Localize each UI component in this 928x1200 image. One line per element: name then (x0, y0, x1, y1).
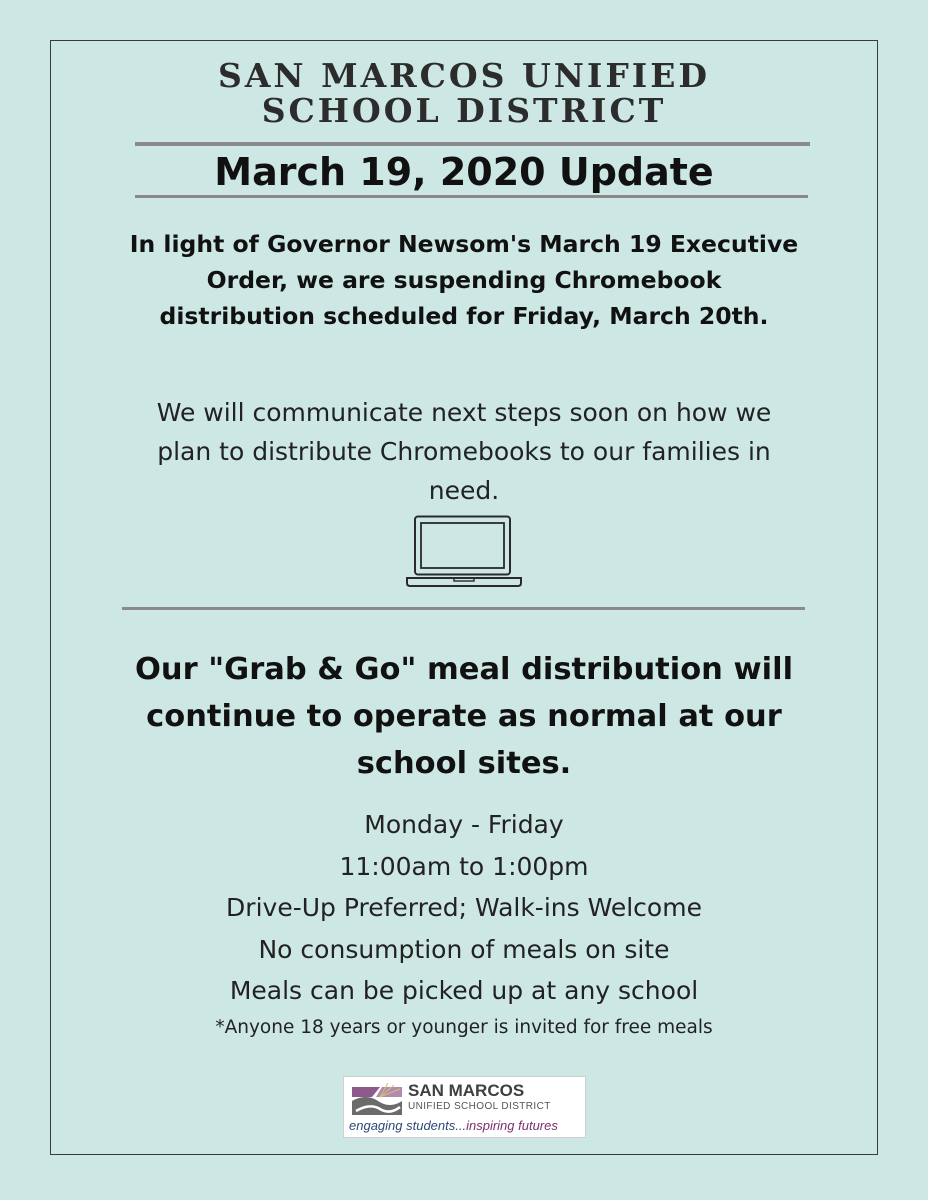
notice-line: Order, we are suspending Chromebook (206, 266, 722, 294)
next-steps-line: need. (428, 476, 500, 505)
next-steps-line: We will communicate next steps soon on how we (156, 398, 772, 427)
meal-days: Monday - Friday (364, 810, 564, 839)
meal-pickup-mode: Drive-Up Preferred; Walk-ins Welcome (226, 893, 702, 922)
meal-distribution-heading (0, 646, 928, 787)
meal-heading-line: school sites. (356, 746, 572, 781)
logo-district-name: SAN MARCOS (408, 1081, 525, 1100)
district-name (0, 58, 928, 128)
district-logo (343, 1076, 586, 1138)
title-rule-top (135, 142, 810, 146)
district-name-line-2: SCHOOL DISTRICT (261, 91, 667, 130)
meal-consumption-rule: No consumption of meals on site (258, 934, 670, 964)
meal-hours: 11:00am to 1:00pm (339, 851, 589, 881)
logo-tagline-part-2: inspiring futures (466, 1118, 558, 1133)
next-steps-line: plan to distribute Chromebooks to our families in (157, 437, 771, 466)
notice-line: In light of Governor Newsom's March 19 Executive (129, 230, 799, 258)
meal-heading-line: Our "Grab & Go" meal distribution will (134, 652, 794, 687)
chromebook-suspension-notice (0, 226, 928, 334)
meal-pickup-location: Meals can be picked up at any school (229, 976, 699, 1005)
next-steps-message (0, 393, 928, 510)
title-rule-bottom (135, 195, 808, 198)
section-divider (122, 607, 805, 610)
district-name-line-1: SAN MARCOS UNIFIED (218, 56, 710, 95)
logo-tagline-part-1: engaging students... (349, 1118, 467, 1133)
meal-details (0, 804, 928, 1012)
logo-district-subtitle: UNIFIED SCHOOL DISTRICT (408, 1101, 551, 1112)
laptop-icon (405, 515, 523, 589)
notice-line: distribution scheduled for Friday, March 20th. (159, 302, 769, 330)
eligibility-footnote: *Anyone 18 years or younger is invited for free meals (215, 1017, 713, 1038)
logo-tagline (349, 1118, 558, 1133)
update-title: March 19, 2020 Update (214, 150, 714, 194)
meal-heading-line: continue to operate as normal at our (146, 699, 782, 734)
district-logo-mark-icon (350, 1083, 404, 1117)
